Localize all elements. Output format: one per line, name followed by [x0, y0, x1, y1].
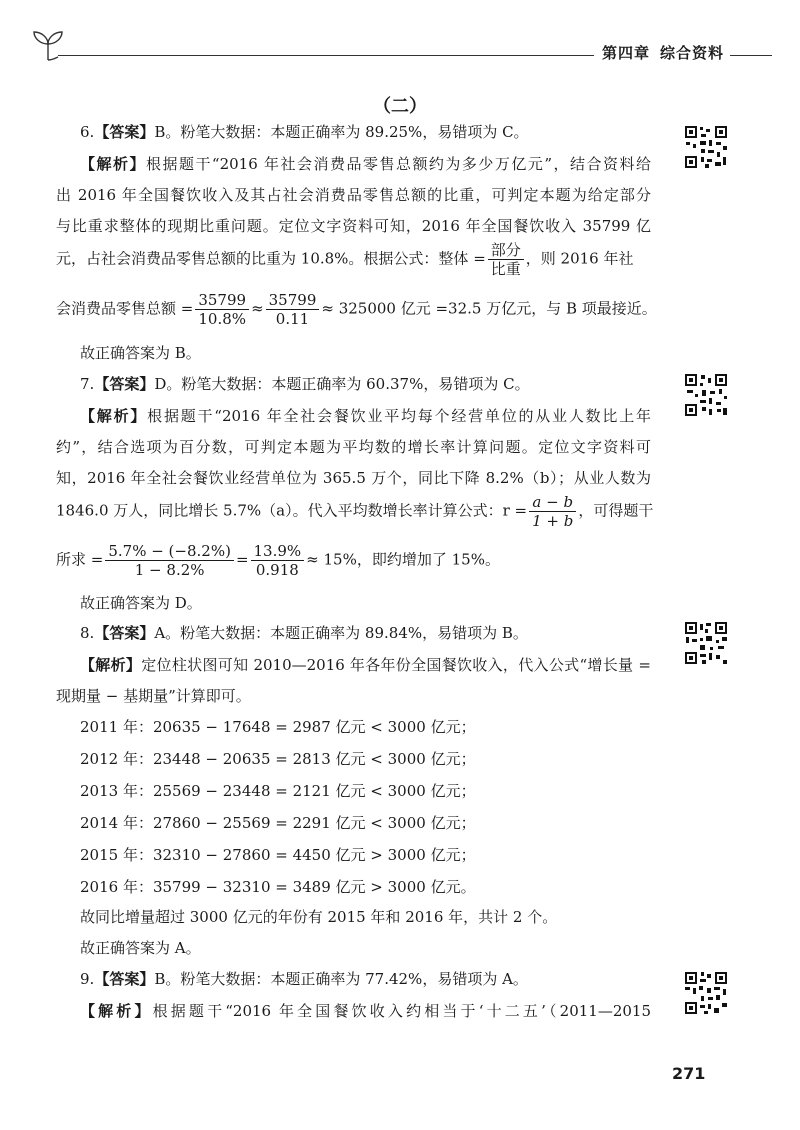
q7-answer-text: D。粉笔大数据：本题正确率为 60.37%，易错项为 C。: [154, 375, 530, 393]
section-marker: （二）: [373, 96, 427, 117]
analysis-tag: 【解析】: [80, 155, 146, 173]
answer-tag: 【答案】: [94, 123, 155, 141]
q7-fraction-1: [105, 542, 234, 579]
q9-answer-line: [80, 968, 528, 990]
q8-answer-text: A。粉笔大数据：本题正确率为 89.84%，易错项为 B。: [154, 624, 528, 642]
answer-tag: 【答案】: [94, 375, 155, 393]
q6-text-4b: ，则 2016 年社: [525, 249, 634, 268]
q6-number: 6.: [80, 123, 95, 141]
q6-fraction-1: [195, 291, 249, 328]
q6-conclusion: 故正确答案为 B。: [80, 344, 201, 362]
fraction-numerator: 35799: [195, 291, 249, 310]
sprout-icon: [28, 30, 68, 64]
qr-code-icon[interactable]: [683, 372, 729, 418]
q9-answer-text: B。粉笔大数据：本题正确率为 77.42%，易错项为 A。: [154, 970, 528, 988]
q8-text-1: 定位柱状图可知 2010—2016 年各年份全国餐饮收入，代入公式“增长量 =: [141, 656, 651, 674]
fraction-denominator: 10.8%: [198, 310, 247, 328]
q8-analysis-line-2: 现期量 − 基期量”计算即可。: [56, 687, 251, 705]
q6-text-4a: 元，占社会消费品零售总额的比重为 10.8%。根据公式：整体 =: [56, 249, 486, 268]
q7-number: 7.: [80, 375, 95, 393]
chapter-name: 综合资料: [659, 44, 724, 62]
q6-fraction-2: [266, 291, 320, 328]
q9-analysis-line-1: [80, 1000, 651, 1022]
q6-text-1: 根据题干“2016 年社会消费品零售总额约为多少万亿元”，结合资料给: [145, 155, 651, 173]
fraction-numerator: a − b: [529, 493, 576, 512]
analysis-tag: 【解析】: [80, 1002, 153, 1020]
page-header: [28, 28, 772, 68]
answer-tag: 【答案】: [94, 970, 155, 988]
fraction-numerator: 5.7% − (−8.2%): [105, 542, 234, 561]
q8-answer-line: [80, 622, 528, 644]
q7-answer-line: [80, 373, 530, 395]
fraction-numerator: 部分: [488, 241, 524, 260]
fraction-denominator: 0.11: [275, 310, 310, 328]
q7-analysis-line-1: [80, 405, 651, 427]
answer-tag: 【答案】: [94, 624, 155, 642]
header-rule-right: [730, 55, 772, 56]
q6-analysis-line-2: 出 2016 年全国餐饮收入及其占社会消费品零售总额的比重，可判定本题为给定部分: [56, 186, 651, 204]
qr-code-icon[interactable]: [683, 124, 729, 170]
equals-sign: =: [235, 550, 249, 569]
q7-analysis-line-2: 约”，结合选项为百分数，可判定本题为平均数的增长率计算问题。定位文字资料可: [56, 438, 651, 456]
q7-analysis-line-3: 知，2016 年全社会餐饮业经营单位为 365.5 万个，同比下降 8.2%（b）；从业人数为: [56, 469, 651, 487]
header-rule: [58, 55, 594, 56]
q6-analysis-line-1: [80, 153, 651, 175]
calc-line: 2011 年：20635 − 17648 = 2987 亿元 < 3000 亿元；: [80, 718, 476, 736]
calc-line: 2015 年：32310 − 27860 = 4450 亿元 > 3000 亿元；: [80, 846, 476, 864]
q6-formula-fraction: [488, 241, 524, 278]
qr-code-icon[interactable]: [683, 620, 729, 666]
q7-text-5b: ≈ 15%，即约增加了 15%。: [306, 550, 500, 569]
q6-analysis-line-5: [56, 291, 657, 328]
fraction-denominator: 1 − 8.2%: [134, 561, 205, 579]
q8-conclusion: 故正确答案为 A。: [80, 939, 201, 957]
q6-answer-text: B。粉笔大数据：本题正确率为 89.25%，易错项为 C。: [154, 123, 529, 141]
q6-analysis-line-3: 与比重求整体的现期比重问题。定位文字资料可知，2016 年全国餐饮收入 35799 亿: [56, 217, 651, 235]
q7-text-4a: 1846.0 万人，同比增长 5.7%（a）。代入平均数增长率计算公式：r =: [56, 501, 528, 520]
fraction-denominator: 比重: [490, 260, 521, 278]
q9-number: 9.: [80, 970, 95, 988]
q8-number: 8.: [80, 624, 95, 642]
q7-formula-fraction: [529, 493, 576, 530]
q6-text-5a: 会消费品零售总额 =: [56, 299, 194, 318]
fraction-denominator: 0.918: [255, 561, 299, 579]
fraction-denominator: 1 + b: [532, 512, 574, 530]
q7-text-5a: 所求 =: [56, 550, 104, 569]
approx-sign: ≈: [251, 299, 264, 318]
fraction-numerator: 13.9%: [251, 542, 305, 561]
qr-code-icon[interactable]: [683, 970, 729, 1016]
q6-answer-line: [80, 121, 529, 143]
q7-analysis-line-4: [56, 493, 653, 530]
fraction-numerator: 35799: [266, 291, 320, 310]
page-number: 271: [672, 1064, 706, 1083]
q7-conclusion: 故正确答案为 D。: [80, 594, 202, 612]
q9-text-1: 根据题干“2016 年全国餐饮收入约相当于‘十二五’（2011—2015: [152, 1002, 651, 1020]
calc-line: 2012 年：23448 − 20635 = 2813 亿元 < 3000 亿元；: [80, 750, 476, 768]
q8-summary: 故同比增量超过 3000 亿元的年份有 2015 年和 2016 年，共计 2 个。: [80, 908, 558, 926]
calc-line: 2013 年：25569 − 23448 = 2121 亿元 < 3000 亿元；: [80, 782, 476, 800]
q7-text-4b: ，可得题干: [578, 501, 654, 520]
q7-fraction-2: [251, 542, 305, 579]
q7-analysis-line-5: [56, 542, 500, 579]
q7-text-1: 根据题干“2016 年全社会餐饮业平均每个经营单位的从业人数比上年: [147, 407, 651, 425]
q6-text-5b: ≈ 325000 亿元 =32.5 万亿元，与 B 项最接近。: [321, 299, 657, 318]
chapter-number: 第四章: [601, 44, 650, 62]
q8-analysis-line-1: [80, 654, 651, 676]
calc-line: 2014 年：27860 − 25569 = 2291 亿元 < 3000 亿元；: [80, 814, 476, 832]
q6-analysis-line-4: [56, 241, 634, 278]
analysis-tag: 【解析】: [80, 656, 142, 674]
calc-line: 2016 年：35799 − 32310 = 3489 亿元 > 3000 亿元。: [80, 878, 476, 896]
chapter-title: [592, 42, 724, 63]
analysis-tag: 【解析】: [80, 407, 148, 425]
